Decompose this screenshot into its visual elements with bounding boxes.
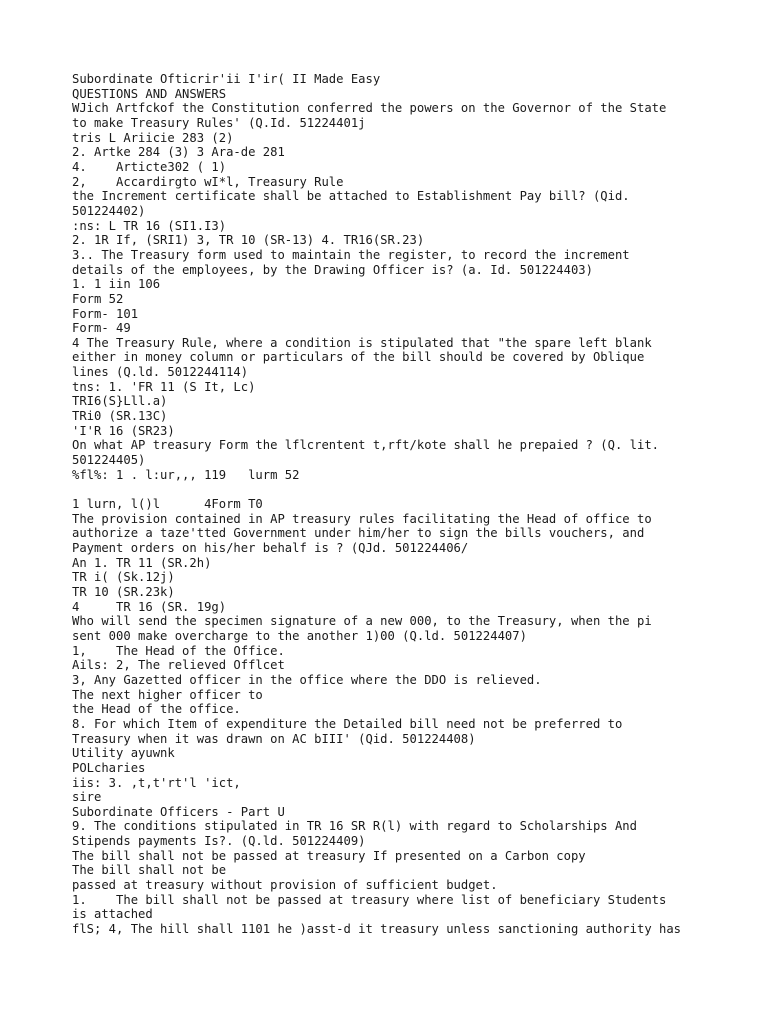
text-line: authorize a taze'tted Government under him/her to sign the bills vouchers, and — [72, 526, 645, 541]
text-line — [72, 482, 732, 497]
text-line: WJich Artfckof the Constitution conferred the powers on the Governor of the State — [72, 101, 667, 116]
text-line: 9. The conditions stipulated in TR 16 SR R(l) with regard to Scholarships And — [72, 819, 637, 834]
text-line: Treasury when it was drawn on AC bIII' (Qid. 501224408) — [72, 731, 476, 746]
text-line: iis: 3. ,t,t'rt'l 'ict, — [72, 775, 241, 790]
text-line: 3.. The Treasury form used to maintain the register, to record the increment — [72, 247, 630, 262]
text-line: Subordinate Officers - Part U — [72, 804, 285, 819]
text-line: 4. Articte302 ( 1) — [72, 159, 227, 174]
text-line: Utility ayuwnk — [72, 746, 175, 761]
text-line: 'I'R 16 (SR23) — [72, 423, 175, 438]
text-line: sire — [72, 790, 102, 805]
text-line: 501224405) — [72, 453, 146, 468]
text-line: :ns: L TR 16 (SI1.I3) — [72, 218, 227, 233]
text-line: Stipends payments Is?. (Q.ld. 501224409) — [72, 834, 366, 849]
text-line: %fl%: 1 . l:ur,,, 119 lurm 52 — [72, 467, 300, 482]
text-line: On what AP treasury Form the lflcrentent t,rft/kote shall he prepaied ? (Q. lit. — [72, 438, 659, 453]
text-line: 1, The Head of the Office. — [72, 643, 285, 658]
text-line: 1. 1 iin 106 — [72, 277, 161, 292]
text-line: tns: 1. 'FR 11 (S It, Lc) — [72, 379, 256, 394]
text-line: the Increment certificate shall be attached to Establishment Pay bill? (Qid. — [72, 189, 630, 204]
text-line: The bill shall not be — [72, 863, 227, 878]
text-line: TRi0 (SR.13C) — [72, 409, 168, 424]
text-line: Payment orders on his/her behalf is ? (QJd. 501224406/ — [72, 541, 469, 555]
text-line: either in money column or particulars of the bill should be covered by Oblique — [72, 350, 645, 365]
text-line: TR 10 (SR.23k) — [72, 584, 175, 599]
text-line: 1 lurn, l()l 4Form T0 — [72, 497, 263, 512]
text-line: 2. 1R If, (SRI1) 3, TR 10 (SR-13) 4. TR16(SR.23) — [72, 233, 425, 248]
text-line: The bill shall not be passed at treasury If presented on a Carbon copy — [72, 848, 586, 863]
text-line: the Head of the office. — [72, 702, 241, 717]
text-line: Subordinate Ofticrir'ii I'ir( II Made Easy — [72, 72, 381, 86]
text-line: Form- 49 — [72, 321, 131, 336]
text-line: 4 TR 16 (SR. 19g) — [72, 599, 227, 614]
text-line: is attached — [72, 907, 153, 922]
text-line: 2. Artke 284 (3) 3 Ara-de 281 — [72, 145, 285, 160]
text-line: 4 The Treasury Rule, where a condition is stipulated that "the spare left blank — [72, 335, 652, 350]
text-line: The next higher officer to — [72, 687, 263, 702]
text-line: 501224402) — [72, 203, 146, 218]
text-line: An 1. TR 11 (SR.2h) — [72, 555, 212, 570]
text-line: tris L Ariicie 283 (2) — [72, 130, 234, 145]
text-line: The provision contained in AP treasury rules facilitating the Head of office to — [72, 511, 652, 526]
text-line: 1. The bill shall not be passed at treasury where list of beneficiary Students — [72, 892, 667, 907]
text-line: Form 52 — [72, 291, 124, 306]
text-line: TR i( (Sk.12j) — [72, 570, 175, 585]
text-line: details of the employees, by the Drawing Officer is? (a. Id. 501224403) — [72, 262, 593, 277]
text-line: Who will send the specimen signature of a new 000, to the Treasury, when the pi — [72, 614, 652, 629]
text-line: to make Treasury Rules' (Q.Id. 51224401j — [72, 115, 366, 130]
text-line: sent 000 make overcharge to the another 1)00 (Q.ld. 501224407) — [72, 628, 527, 643]
text-line: flS; 4, The hill shall 1101 he )asst-d it treasury unless sanctioning authority has — [72, 922, 682, 937]
text-line: 8. For which Item of expenditure the Detailed bill need not be preferred to — [72, 716, 623, 731]
text-line: passed at treasury without provision of sufficient budget. — [72, 878, 498, 893]
text-line: POLcharies — [72, 760, 146, 775]
text-line: 3, Any Gazetted officer in the office where the DDO is relieved. — [72, 672, 542, 687]
text-line: QUESTIONS AND ANSWERS — [72, 86, 227, 101]
text-line: lines (Q.ld. 5012244114) — [72, 365, 249, 380]
text-line: TRI6(S}Lll.a) — [72, 394, 168, 409]
text-line: 2, Accardirgto wI*l, Treasury Rule — [72, 174, 344, 189]
text-line: Form- 101 — [72, 306, 139, 321]
text-line: Ails: 2, The relieved Offlcet — [72, 658, 285, 673]
document-page — [72, 72, 732, 937]
